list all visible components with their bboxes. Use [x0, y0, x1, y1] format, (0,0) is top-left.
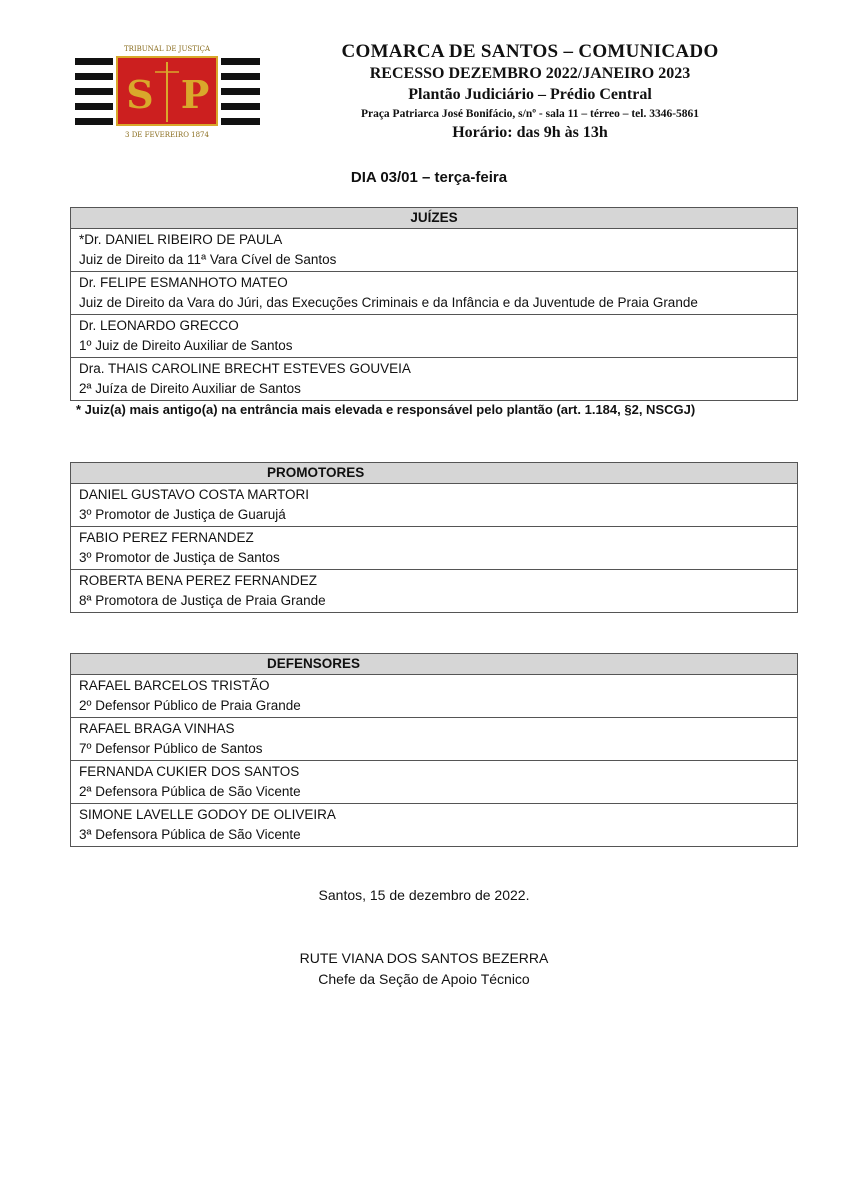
day-title: DIA 03/01 – terça-feira	[350, 169, 508, 186]
prosecutor-name: ROBERTA BENA PEREZ FERNANDEZ	[79, 573, 318, 588]
table-row	[71, 675, 797, 718]
document-header	[290, 40, 770, 143]
table-row	[71, 527, 797, 570]
prosecutor-name: DANIEL GUSTAVO COSTA MARTORI	[79, 487, 310, 502]
prosecutor-role: 3º Promotor de Justiça de Guarujá	[79, 507, 286, 522]
judge-name: Dr. LEONARDO GRECCO	[79, 318, 239, 333]
prosecutors-table	[70, 462, 798, 613]
defender-role: 2ª Defensora Pública de São Vicente	[79, 784, 301, 799]
signer-name: RUTE VIANA DOS SANTOS BEZERRA	[299, 950, 549, 966]
defender-name: RAFAEL BARCELOS TRISTÃO	[79, 678, 270, 693]
defender-role: 7º Defensor Público de Santos	[79, 741, 263, 756]
judge-role: Juiz de Direito da Vara do Júri, das Execuções Criminais e da Infância e da Juventude de Praia Grande	[79, 295, 698, 310]
table-row	[71, 804, 797, 846]
table-row	[71, 229, 797, 272]
header-recess: RECESSO DEZEMBRO 2022/JANEIRO 2023	[369, 65, 691, 82]
header-plantao: Plantão Judiciário – Prédio Central	[408, 86, 652, 103]
judge-role: 1º Juiz de Direito Auxiliar de Santos	[79, 338, 293, 353]
prosecutor-role: 8ª Promotora de Justiça de Praia Grande	[79, 593, 326, 608]
table-row	[71, 484, 797, 527]
prosecutors-heading: PROMOTORES	[71, 463, 797, 484]
judge-name: Dra. THAIS CAROLINE BRECHT ESTEVES GOUVEIA	[79, 361, 411, 376]
defenders-heading: DEFENSORES	[71, 654, 797, 675]
header-hours: Horário: das 9h às 13h	[452, 124, 608, 141]
tribunal-logo	[75, 40, 260, 140]
defender-name: FERNANDA CUKIER DOS SANTOS	[79, 764, 300, 779]
signer-title: Chefe da Seção de Apoio Técnico	[318, 971, 530, 987]
table-row	[71, 315, 797, 358]
defender-role: 2º Defensor Público de Praia Grande	[79, 698, 301, 713]
defender-name: RAFAEL BRAGA VINHAS	[79, 721, 235, 736]
defender-role: 3ª Defensora Pública de São Vicente	[79, 827, 301, 842]
svg-text:S: S	[126, 72, 154, 117]
table-row	[71, 272, 797, 315]
header-title: COMARCA DE SANTOS – COMUNICADO	[341, 41, 719, 62]
table-row	[71, 761, 797, 804]
table-row	[71, 358, 797, 400]
judge-name: Dr. FELIPE ESMANHOTO MATEO	[79, 275, 288, 290]
table-row	[71, 718, 797, 761]
prosecutor-name: FABIO PEREZ FERNANDEZ	[79, 530, 254, 545]
judge-footnote: * Juiz(a) mais antigo(a) na entrância mais elevada e responsável pelo plantão (art. 1.184, §2, NSCGJ)	[76, 402, 696, 417]
judges-table	[70, 207, 798, 401]
logo-bottom-text: 3 DE FEVEREIRO 1874	[125, 131, 209, 139]
judge-role: Juiz de Direito da 11ª Vara Cível de Santos	[79, 252, 337, 267]
header-address: Praça Patriarca José Bonifácio, s/nº - sala 11 – térreo – tel. 3346-5861	[360, 108, 700, 120]
judge-name: *Dr. DANIEL RIBEIRO DE PAULA	[79, 232, 283, 247]
defender-name: SIMONE LAVELLE GODOY DE OLIVEIRA	[79, 807, 336, 822]
judge-role: 2ª Juíza de Direito Auxiliar de Santos	[79, 381, 301, 396]
prosecutor-role: 3º Promotor de Justiça de Santos	[79, 550, 280, 565]
svg-text:P: P	[180, 72, 210, 117]
date-line: Santos, 15 de dezembro de 2022.	[318, 887, 530, 903]
judges-heading: JUÍZES	[71, 208, 797, 229]
logo-top-text: TRIBUNAL DE JUSTIÇA	[123, 45, 211, 53]
defenders-table	[70, 653, 798, 847]
table-row	[71, 570, 797, 612]
